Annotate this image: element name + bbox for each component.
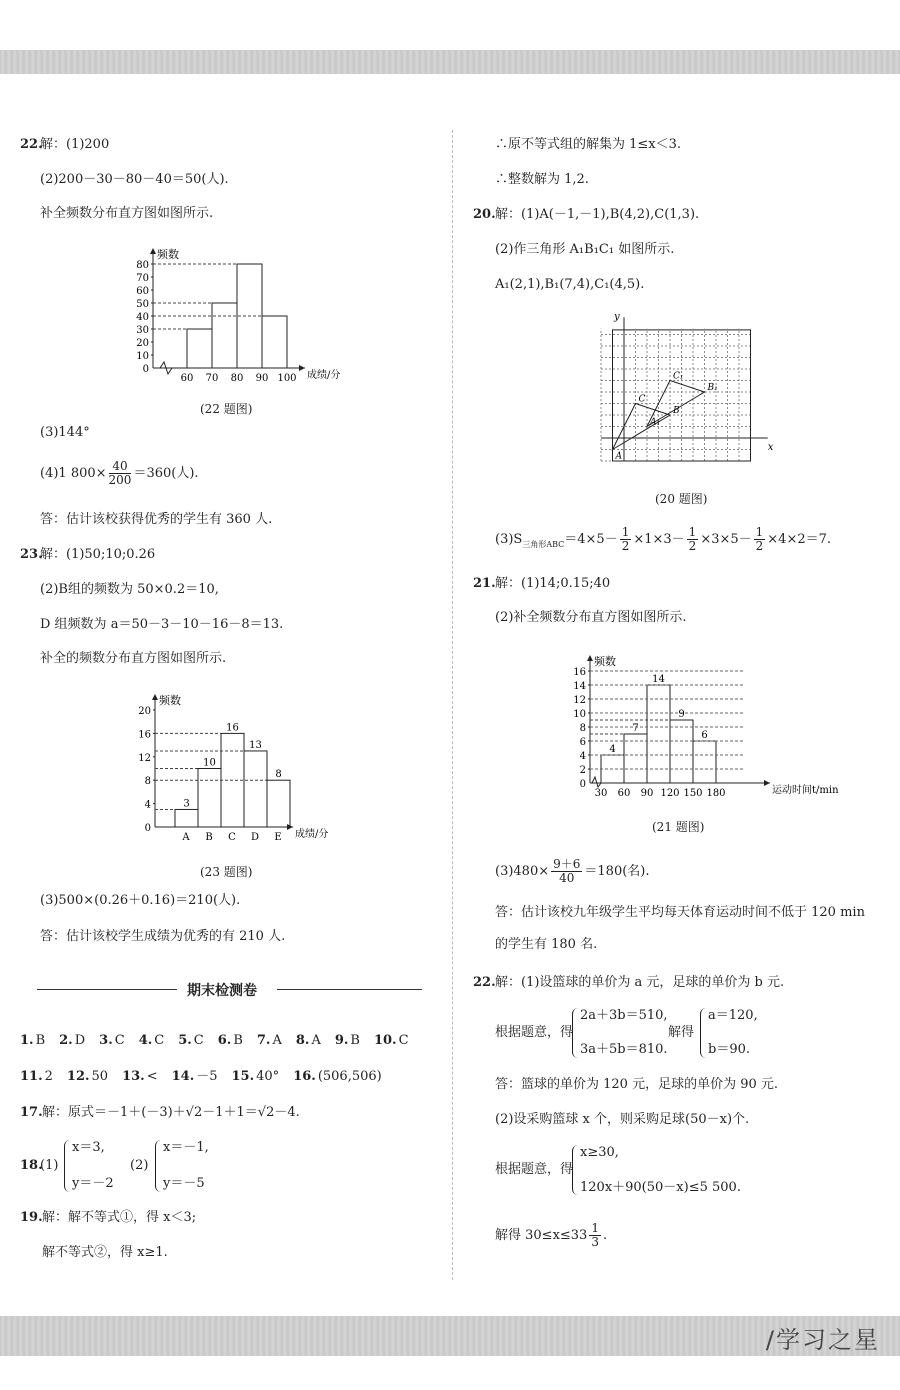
y-tick-label: 12 (138, 752, 151, 764)
fill-ans-4: 40° (256, 1069, 280, 1084)
mc-ans-5: B (233, 1033, 243, 1048)
x-tick-label: 60 (617, 788, 631, 799)
y-tick-label: 2 (579, 765, 586, 776)
q22-line2: (2)200－30－80－40＝50(人). (40, 172, 229, 187)
q23-line2: (2)B组的频数为 50×0.2＝10, (40, 582, 219, 597)
q18-p1-eq2: y＝－2 (72, 1176, 114, 1191)
y-tick-label: 20 (138, 706, 151, 717)
answers-row-1 (20, 1033, 423, 1049)
axis-break (592, 777, 601, 787)
y-axis-label: y (614, 311, 620, 323)
q22r-sys3-eq2: 120x＋90(50－x)≤5 500. (580, 1180, 741, 1195)
brace (572, 1145, 579, 1195)
point-label: C₁ (673, 371, 684, 382)
point-label: A (615, 451, 622, 462)
q22r-line6: 解得 30≤x≤33 $\frac{1}{3}$ . (495, 1221, 608, 1250)
mc-num-7: 8. (295, 1033, 310, 1048)
data-label: 7 (632, 723, 639, 734)
x-tick-label: B (205, 832, 213, 843)
q22-number: 22. (20, 137, 43, 152)
mc-ans-7: A (311, 1033, 321, 1048)
point-label: C (638, 394, 646, 405)
x-tick-label: E (274, 832, 282, 843)
answers-row-2 (20, 1069, 396, 1085)
x-tick-label: 100 (277, 373, 297, 384)
mc-num-4: 5. (178, 1033, 192, 1048)
y-axis-label: 频数 (157, 248, 179, 261)
y-tick-label: 60 (136, 286, 149, 297)
q18-part1: (1) (40, 1158, 59, 1173)
histogram-22 (120, 238, 360, 398)
histogram-bar (647, 685, 670, 783)
q23-line5: (3)500×(0.26＋0.16)＝210(人). (40, 893, 241, 908)
fill-ans-1: 50 (91, 1069, 109, 1084)
brace (155, 1140, 162, 1192)
mc-num-8: 9. (334, 1033, 349, 1048)
caption-20: (20 题图) (655, 492, 708, 506)
fill-ans-0: 2 (44, 1069, 53, 1084)
histogram-bar (693, 741, 716, 783)
mc-ans-6: A (272, 1033, 282, 1048)
q22r-line5: 根据题意，得 (495, 1162, 574, 1177)
y-tick-label: 6 (579, 737, 586, 748)
data-label: 10 (203, 757, 216, 769)
mc-num-0: 1. (20, 1033, 34, 1048)
q21-line1: 解：(1)14;0.15;40 (495, 576, 611, 591)
mc-ans-0: B (35, 1033, 46, 1048)
x-tick-label: 180 (706, 788, 726, 799)
y-axis-arrow (150, 248, 156, 254)
q20-number: 20. (473, 207, 496, 222)
q22-line4: (3)144° (40, 425, 90, 440)
caption-22: (22 题图) (200, 402, 253, 416)
q19-line1: 解：解不等式①，得 x＜3; (42, 1210, 197, 1225)
mc-num-2: 3. (99, 1033, 113, 1048)
histogram-bar (244, 751, 267, 827)
y-tick-label: 50 (136, 299, 149, 310)
coordinate-grid-20 (595, 308, 774, 473)
x-axis-label: 成绩/分 (307, 370, 341, 381)
fill-ans-2: < (146, 1069, 158, 1084)
brace (64, 1140, 71, 1192)
top-band (0, 50, 900, 74)
histogram-bar (670, 720, 693, 783)
mc-ans-4: C (193, 1033, 204, 1048)
q18-p2-eq1: x＝－1, (163, 1140, 209, 1155)
footer-brand: /学习之星 (765, 1326, 880, 1354)
y-tick-label: 8 (579, 723, 586, 734)
y-tick-label: 20 (136, 338, 149, 349)
y-axis-label: 频数 (159, 694, 181, 707)
y-tick-label: 4 (144, 799, 151, 811)
y-tick-label: 8 (144, 776, 151, 788)
y-tick-label: 0 (142, 364, 149, 375)
q20-line4: $(3)S_{三角形ABC}=4\times 5-$ $\frac{1}{2}$ ×1×3－ $\frac{1}{2}$ ×3×5－ $\frac{1}{2}$ ×4×2＝7. (495, 525, 832, 554)
fill-num-3: 14. (171, 1069, 195, 1084)
q19-line2: 解不等式②，得 x≥1. (42, 1245, 168, 1260)
histogram-bar (212, 303, 237, 368)
q18-part2: (2) (130, 1158, 149, 1173)
q23-number: 23. (20, 547, 43, 562)
x-axis-label: 运动时间t/min (772, 785, 839, 796)
point-label: B (673, 406, 680, 416)
caption-23: (23 题图) (200, 865, 253, 879)
mc-ans-9: C (398, 1033, 409, 1048)
q22r-line4: (2)设采购篮球 x 个，则采购足球(50－x)个. (495, 1112, 750, 1127)
y-tick-label: 16 (138, 729, 151, 741)
section-title: 期末检测卷 (37, 980, 422, 1000)
histogram-bar (267, 780, 290, 827)
q20-line2: (2)作三角形 A₁B₁C₁ 如图所示. (495, 242, 675, 257)
q18-p1-eq1: x＝3, (72, 1140, 105, 1155)
histogram-21 (550, 643, 839, 808)
y-axis-arrow (152, 694, 158, 700)
y-tick-label: 12 (573, 695, 586, 706)
data-label: 4 (609, 744, 616, 755)
x-axis-label: 成绩/分 (295, 829, 329, 840)
x-tick-label: 90 (255, 373, 269, 384)
x-tick-label: 150 (683, 788, 703, 799)
q21-number: 21. (473, 576, 496, 591)
x-tick-label: 80 (230, 373, 244, 384)
q22r-sys2-eq1: a＝120, (708, 1008, 758, 1023)
brace (700, 1008, 707, 1058)
q21-line4: 答：估计该校九年级学生平均每天体育运动时间不低于 120 min (495, 905, 865, 920)
fill-ans-3: －5 (196, 1069, 218, 1084)
y-tick-label: 4 (579, 751, 586, 762)
y-axis-arrow (587, 655, 593, 661)
y-tick-label: 14 (573, 681, 586, 692)
mc-num-6: 7. (256, 1033, 271, 1048)
q22r-sys2-eq2: b＝90. (708, 1042, 750, 1057)
histogram-bar (175, 809, 198, 827)
q22-line6: 答：估计该校获得优秀的学生有 360 人. (40, 512, 273, 527)
x-tick-label: 70 (205, 373, 219, 384)
q17-number: 17. (20, 1105, 43, 1120)
x-tick-label: 90 (640, 788, 654, 799)
conclusion-1: ∴原不等式组的解集为 1≤x＜3. (495, 137, 682, 152)
x-tick-label: A (182, 832, 190, 843)
q21-line2: (2)补全频数分布直方图如图所示. (495, 610, 687, 625)
q22r-sys1-eq2: 3a＋5b＝810. (580, 1042, 668, 1057)
q22-line1: 解：(1)200 (40, 137, 110, 152)
q23-line6: 答：估计该校学生成绩为优秀的有 210 人. (40, 929, 286, 944)
histogram-bar (187, 329, 212, 368)
x-axis-arrow (299, 365, 305, 371)
x-axis-label: x (767, 442, 774, 453)
x-tick-label: 120 (660, 788, 680, 799)
q23-line4: 补全的频数分布直方图如图所示. (40, 651, 227, 666)
q22r-line2: 根据题意，得 (495, 1025, 574, 1040)
q22-line5: (4)1 800× $\frac{40}{200}$ ＝360(人). (40, 459, 199, 488)
data-label: 16 (226, 722, 239, 734)
mc-num-5: 6. (217, 1033, 232, 1048)
y-axis-label: 频数 (594, 655, 616, 668)
mc-num-9: 10. (373, 1033, 397, 1048)
q22r-line3: 答：篮球的单价为 120 元，足球的单价为 90 元. (495, 1077, 779, 1092)
x-tick-label: 60 (180, 373, 194, 384)
q19-number: 19. (20, 1210, 43, 1225)
y-tick-label: 30 (136, 325, 149, 336)
data-label: 9 (678, 709, 685, 720)
mc-num-1: 2. (59, 1033, 73, 1048)
q21-line5: 的学生有 180 名. (495, 937, 598, 952)
q22-line3: 补全频数分布直方图如图所示. (40, 206, 214, 221)
y-tick-label: 0 (579, 779, 586, 790)
mc-ans-2: C (114, 1033, 125, 1048)
q22r-line1: 解：(1)设篮球的单价为 a 元，足球的单价为 b 元. (495, 975, 785, 990)
brace (572, 1008, 579, 1058)
mc-ans-3: C (154, 1033, 165, 1048)
x-axis-arrow (764, 780, 770, 786)
q22r-sys1-eq1: 2a＋3b＝510, (580, 1008, 668, 1023)
y-tick-label: 10 (573, 709, 586, 720)
q23-line3: D 组频数为 a＝50－3－10－16－8＝13. (40, 617, 284, 632)
x-tick-label: D (250, 832, 260, 843)
q22r-sys3-eq1: x≥30, (580, 1145, 619, 1160)
histogram-bar (198, 769, 221, 828)
y-tick-label: 40 (136, 312, 149, 323)
fill-ans-5: (506,506) (317, 1069, 382, 1084)
data-label: 14 (652, 674, 665, 685)
x-tick-label: 30 (594, 788, 608, 799)
x-tick-label: C (228, 832, 236, 843)
data-label: 6 (701, 730, 708, 741)
mc-ans-1: D (74, 1033, 86, 1048)
data-label: 13 (249, 739, 262, 751)
histogram-23 (115, 685, 355, 850)
q22r-number: 22. (473, 975, 496, 990)
mc-num-3: 4. (138, 1033, 153, 1048)
y-tick-label: 16 (573, 667, 586, 678)
q21-line3: (3)480× $\frac{9+6}{40}$ ＝180(名). (495, 857, 650, 886)
fill-num-4: 15. (231, 1069, 255, 1084)
data-label: 3 (183, 798, 190, 810)
q23-line1: 解：(1)50;10;0.26 (40, 547, 156, 562)
mc-ans-8: B (350, 1033, 360, 1048)
histogram-bar (262, 316, 287, 368)
fill-num-2: 13. (122, 1069, 145, 1084)
q22r-solve: 解得 (668, 1025, 695, 1040)
y-tick-label: 0 (144, 823, 151, 834)
point-label: A₁ (650, 417, 661, 428)
q20-line1: 解：(1)A(－1,－1),B(4,2),C(1,3). (495, 207, 700, 222)
point-label: B₁ (707, 383, 718, 393)
y-tick-label: 80 (136, 260, 149, 271)
fill-num-1: 12. (66, 1069, 90, 1084)
caption-21: (21 题图) (652, 820, 705, 834)
q18-number: 18. (20, 1158, 43, 1173)
q18-p2-eq2: y＝－5 (163, 1176, 205, 1191)
conclusion-2: ∴整数解为 1,2. (495, 172, 589, 187)
y-tick-label: 10 (136, 351, 149, 362)
fill-num-5: 16. (293, 1069, 316, 1084)
q17-text: 解：原式＝－1＋(－3)＋√2－1＋1＝√2－4. (42, 1105, 300, 1120)
fill-num-0: 11. (20, 1069, 43, 1084)
data-label: 8 (275, 769, 282, 781)
column-divider (452, 130, 453, 1280)
q20-line3: A₁(2,1),B₁(7,4),C₁(4,5). (495, 277, 645, 292)
y-tick-label: 70 (136, 273, 149, 284)
